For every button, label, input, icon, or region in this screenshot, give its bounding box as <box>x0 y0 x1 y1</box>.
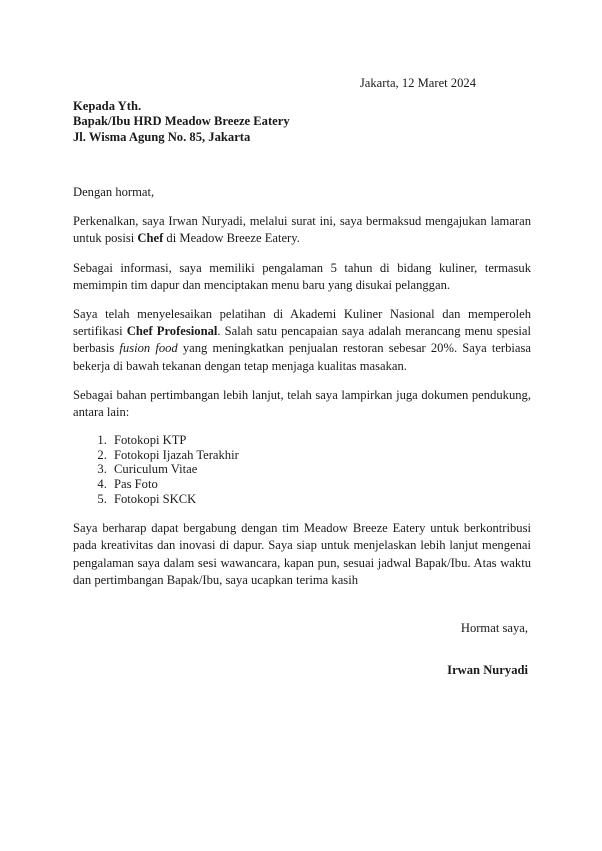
list-item: 5. Fotokopi SKCK <box>110 492 531 507</box>
qual-text-c: yang meningkatkan penjualan restoran sebesar 20%. Saya terbiasa bekerja di bawah tekanan dengan tetap menjaga kualitas masakan. <box>73 341 532 373</box>
list-item: 2. Fotokopi Ijazah Terakhir <box>110 448 531 463</box>
recipient-name: Bapak/Ibu HRD Meadow Breeze Eatery <box>73 114 290 129</box>
letter-date: Jakarta, 12 Maret 2024 <box>359 76 476 90</box>
paragraph-experience: Sebagai informasi, saya memiliki pengalaman 5 tahun di bidang kuliner, termasuk memimpin tim dapur dan menciptakan menu baru yang disukai pelanggan. <box>73 260 531 292</box>
intro-position: Chef <box>137 231 164 246</box>
signer-name: Irwan Nuryadi <box>447 663 528 677</box>
paragraph-introduction <box>73 213 531 247</box>
qual-text-a: Saya telah menyelesaikan pelatihan di Akademi Kuliner Nasional dan memperoleh sertifikasi <box>73 307 531 339</box>
letter-body <box>73 184 531 601</box>
intro-text-a: Perkenalkan, saya Irwan Nuryadi, melalui surat ini, saya bermaksud mengajukan lamaran untuk posisi <box>73 214 531 246</box>
intro-text-b: di Meadow Breeze Eatery. <box>163 231 300 246</box>
list-item: 4. Pas Foto <box>110 477 531 492</box>
recipient-address: Jl. Wisma Agung No. 85, Jakarta <box>73 129 251 144</box>
recipient-block <box>73 99 290 145</box>
qual-certification: Chef Profesional <box>126 324 218 339</box>
attachment-list <box>73 433 531 506</box>
paragraph-qualifications <box>73 306 531 375</box>
paragraph-closing: Saya berharap dapat bergabung dengan tim Meadow Breeze Eatery untuk berkontribusi pada kreativitas dan inovasi di dapur. Saya siap untuk menjelaskan lebih lanjut mengenai pengalaman saya dalam sesi wawancara, kapan pun, sesuai jadwal Bapak/Ibu. Atas waktu dan pertimbangan Bapak/Ibu, saya ucapkan terima kasih <box>73 521 531 587</box>
greeting: Dengan hormat, <box>73 185 155 199</box>
list-item: 1. Fotokopi KTP <box>110 433 531 448</box>
qual-fusion-food: fusion food <box>119 341 178 356</box>
closing-phrase: Hormat saya, <box>460 621 528 635</box>
list-item: 3. Curiculum Vitae <box>110 462 531 477</box>
qual-text-b: . Salah satu pencapaian saya adalah merancang menu spesial berbasis <box>73 324 531 356</box>
paragraph-attachments-intro: Sebagai bahan pertimbangan lebih lanjut, telah saya lampirkan juga dokumen pendukung, antara lain: <box>73 387 531 420</box>
recipient-salutation: Kepada Yth. <box>73 99 142 113</box>
